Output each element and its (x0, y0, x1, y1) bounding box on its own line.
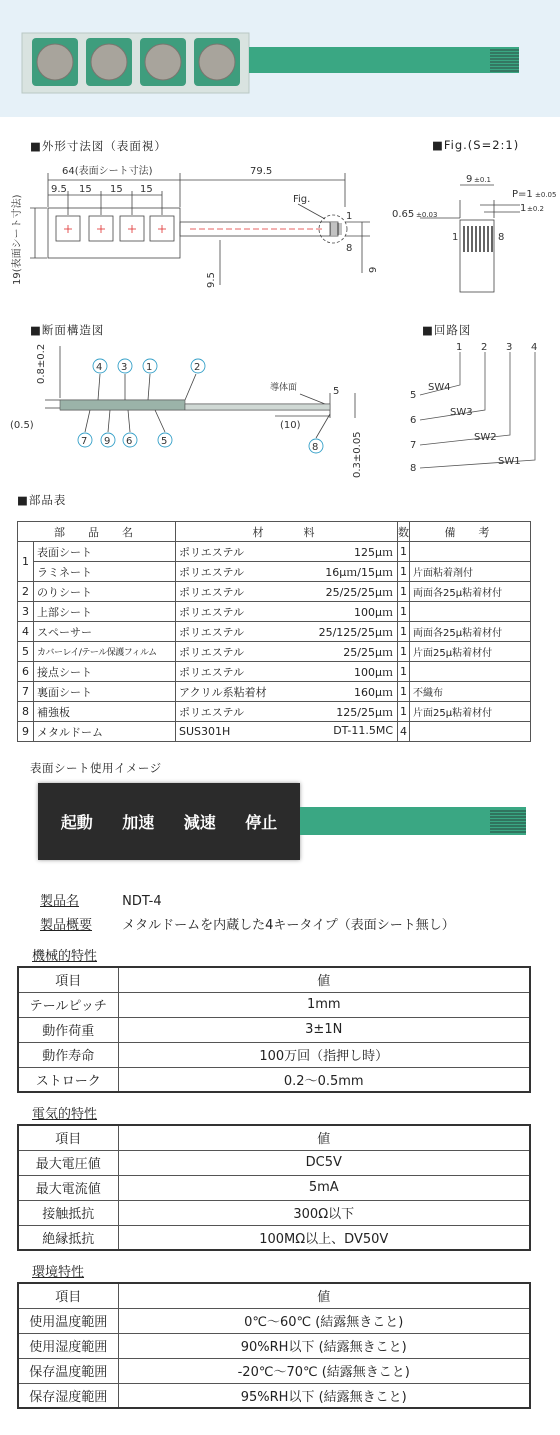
spec-item: 接触抵抗 (18, 1200, 118, 1225)
callout-5: 5 (161, 436, 168, 447)
part-qty: 1 (398, 682, 410, 702)
product-name-value: NDT-4 (122, 894, 162, 909)
part-name: 接点シート (34, 662, 176, 682)
parts-header-qty: 数 (398, 522, 410, 542)
part-note (410, 662, 531, 682)
fig-dim-1: 1 (520, 203, 527, 214)
part-note (410, 602, 531, 622)
table-row (18, 542, 531, 562)
part-spec: DT-11.5MC (333, 724, 393, 737)
circuit-top-3: 3 (506, 342, 513, 353)
dim-64: 64(表面シート寸法) (62, 166, 153, 177)
callout-3: 3 (121, 362, 128, 373)
spec-item: 動作荷重 (18, 1017, 118, 1042)
table-row (18, 622, 531, 642)
table-row (18, 1358, 530, 1383)
dim-9-5-tail: 9.5 (206, 272, 217, 288)
spec-value: -20℃〜70℃ (結露無きこと) (118, 1358, 530, 1383)
part-qty: 1 (398, 582, 410, 602)
conductor-label: 導体面 (270, 383, 298, 393)
circuit-top-1: 1 (456, 342, 463, 353)
part-qty: 1 (398, 642, 410, 662)
part-spec: 16μｍ/15μｍ (325, 566, 393, 579)
product-summary-label: 製品概要 (40, 918, 93, 933)
fig-dim-065: 0.65 (392, 209, 415, 220)
part-qty: 1 (398, 562, 410, 582)
table-row (18, 1200, 530, 1225)
elec-title: 電気的特性 (32, 1107, 98, 1122)
fig-dim-9: 9 (466, 174, 473, 185)
dim-19: 19(表面シート寸法) (12, 194, 23, 285)
mech-header-value: 値 (118, 967, 530, 992)
env-header-value: 値 (118, 1283, 530, 1308)
spec-value: 95%RH以下 (結露無きこと) (118, 1383, 530, 1408)
elec-table (17, 1124, 531, 1251)
dim-9-tail: 9 (368, 266, 379, 273)
circuit-left-8: 8 (410, 463, 417, 474)
dim-9-5: 9.5 (51, 184, 67, 195)
table-row (18, 1308, 530, 1333)
spec-value: DC5V (118, 1150, 530, 1175)
keypad-photo-illustration (0, 0, 560, 117)
surface-sheet-image (38, 783, 300, 860)
env-header-item: 項目 (18, 1283, 118, 1308)
product-summary-line (40, 914, 455, 933)
circuit-left-6: 6 (410, 415, 417, 426)
table-row (18, 702, 531, 722)
cross-heading: ■断面構造図 (30, 323, 105, 337)
spec-value: 100万回（指押し時） (118, 1042, 530, 1067)
dim-15-b: 15 (110, 184, 123, 195)
table-row (18, 1225, 530, 1250)
spec-value: 0.2〜0.5mm (118, 1067, 530, 1092)
part-no: 2 (18, 582, 34, 602)
table-row (18, 992, 530, 1017)
table-row (18, 1333, 530, 1358)
fig-callout: Fig. (293, 194, 311, 205)
part-qty: 1 (398, 702, 410, 722)
part-spec: 100μｍ (354, 606, 393, 619)
spec-item: 絶縁抵抗 (18, 1225, 118, 1250)
part-note: 不織布 (410, 682, 531, 702)
spec-item: 最大電圧値 (18, 1150, 118, 1175)
key-start: 起動 (60, 813, 93, 832)
part-spec: 25/25μｍ (343, 646, 393, 659)
spec-value: 0℃〜60℃ (結露無きこと) (118, 1308, 530, 1333)
part-note: 両面各25μ粘着材付 (410, 582, 531, 602)
parts-table (17, 521, 531, 742)
part-material: ポリエステル (179, 625, 245, 639)
circuit-diagram (400, 340, 560, 475)
spec-value: 90%RH以下 (結露無きこと) (118, 1333, 530, 1358)
spec-item: 動作寿命 (18, 1042, 118, 1067)
spec-value: 3±1N (118, 1017, 530, 1042)
spec-item: 保存温度範囲 (18, 1358, 118, 1383)
table-row (18, 562, 531, 582)
product-photo (0, 0, 560, 117)
elec-header-value: 値 (118, 1125, 530, 1150)
spec-item: 最大電流値 (18, 1175, 118, 1200)
key-accel: 加速 (122, 813, 155, 832)
spec-item: 保存湿度範囲 (18, 1383, 118, 1408)
part-no: 4 (18, 622, 34, 642)
elec-header-item: 項目 (18, 1125, 118, 1150)
part-spec: 125μｍ (354, 546, 393, 559)
part-no: 9 (18, 722, 34, 742)
parts-header-material: 材 料 (176, 522, 398, 542)
pin-1: 1 (346, 211, 353, 222)
parts-header-name: 部 品 名 (18, 522, 176, 542)
fig-dim-p-tol: ±0.05 (535, 191, 557, 199)
cross-section-drawing (0, 338, 380, 488)
table-row (18, 722, 531, 742)
dim-0-8: 0.8±0.2 (36, 343, 47, 384)
table-row (18, 1175, 530, 1200)
part-qty: 4 (398, 722, 410, 742)
sw3-label: SW3 (450, 407, 473, 418)
fig-pin-1: 1 (452, 232, 459, 243)
fig-dim-1-tol: ±0.2 (527, 205, 544, 213)
fig-dim-p: P=1 (512, 189, 533, 200)
part-note: 片面25μ粘着材付 (410, 642, 531, 662)
spec-item: 使用温度範囲 (18, 1308, 118, 1333)
key-decel: 減速 (183, 813, 216, 832)
callout-8: 8 (312, 442, 319, 453)
part-material: ポリエステル (179, 585, 245, 599)
dim-5: 5 (333, 386, 340, 397)
parts-heading: ■部品表 (17, 493, 67, 507)
table-row (18, 1042, 530, 1067)
dim-0-3: 0.3±0.05 (352, 431, 363, 478)
circuit-top-4: 4 (531, 342, 538, 353)
part-no: 8 (18, 702, 34, 722)
outline-drawing (0, 155, 410, 305)
part-name: 上部シート (34, 602, 176, 622)
part-qty: 1 (398, 622, 410, 642)
sw4-label: SW4 (428, 382, 451, 393)
spec-item: ストローク (18, 1067, 118, 1092)
circuit-left-5: 5 (410, 390, 417, 401)
circuit-top-2: 2 (481, 342, 488, 353)
sw1-label: SW1 (498, 456, 521, 467)
part-name: メタルドーム (34, 722, 176, 742)
part-spec: 100μｍ (354, 666, 393, 679)
dim-10: (10) (280, 420, 301, 431)
fig-dim-065-tol: ±0.03 (416, 211, 438, 219)
part-spec: 160μｍ (354, 686, 393, 699)
part-no: 3 (18, 602, 34, 622)
parts-header-note: 備 考 (410, 522, 531, 542)
part-no: 6 (18, 662, 34, 682)
part-name: 裏面シート (34, 682, 176, 702)
mech-title: 機械的特性 (32, 949, 98, 964)
part-spec: 25/25/25μｍ (325, 586, 393, 599)
part-material: ポリエステル (179, 665, 245, 679)
callout-9: 9 (104, 436, 111, 447)
table-row (18, 582, 531, 602)
dim-0-5: (0.5) (10, 420, 34, 431)
circuit-heading: ■回路図 (422, 323, 472, 337)
part-name: 補強板 (34, 702, 176, 722)
part-qty: 1 (398, 662, 410, 682)
key-stop: 停止 (245, 813, 278, 832)
table-row (18, 682, 531, 702)
part-note: 片面粘着剤付 (410, 562, 531, 582)
callout-6: 6 (126, 436, 133, 447)
part-material: ポリエステル (179, 545, 245, 559)
part-no: 5 (18, 642, 34, 662)
part-material: SUS301H (179, 725, 231, 738)
env-table (17, 1282, 531, 1409)
table-row (18, 602, 531, 622)
part-name: スペーサー (34, 622, 176, 642)
spec-value: 100MΩ以上、DV50V (118, 1225, 530, 1250)
dim-79-5: 79.5 (250, 166, 273, 177)
part-qty: 1 (398, 542, 410, 562)
part-note (410, 722, 531, 742)
spec-item: テールピッチ (18, 992, 118, 1017)
part-material: ポリエステル (179, 565, 245, 579)
callout-7: 7 (81, 436, 88, 447)
part-material: ポリエステル (179, 645, 245, 659)
table-row (18, 1383, 530, 1408)
spec-item: 使用湿度範囲 (18, 1333, 118, 1358)
callout-2: 2 (194, 362, 201, 373)
table-row (18, 662, 531, 682)
part-material: アクリル系粘着材 (179, 685, 267, 699)
part-material: ポリエステル (179, 705, 245, 719)
pin-8: 8 (346, 243, 353, 254)
product-name-line (40, 890, 162, 909)
sw2-label: SW2 (474, 432, 497, 443)
outline-heading: ■外形寸法図（表面視） (30, 139, 167, 153)
spec-value: 5mA (118, 1175, 530, 1200)
part-spec: 125/25μｍ (336, 706, 393, 719)
circuit-left-7: 7 (410, 440, 417, 451)
product-summary-value: メタルドームを内蔵した4キータイプ（表面シート無し） (122, 918, 455, 933)
fig-heading: ■Fig.(S=2:1) (432, 138, 520, 152)
fig-dim-9-tol: ±0.1 (474, 176, 491, 184)
table-row (18, 1067, 530, 1092)
table-row (18, 642, 531, 662)
part-spec: 25/125/25μｍ (318, 626, 393, 639)
part-note: 両面各25μ粘着材付 (410, 622, 531, 642)
usage-image-heading: 表面シート使用イメージ (30, 761, 162, 775)
table-row (18, 1017, 530, 1042)
dim-15-c: 15 (140, 184, 153, 195)
table-row (18, 1150, 530, 1175)
part-name: のりシート (34, 582, 176, 602)
mech-table (17, 966, 531, 1093)
part-qty: 1 (398, 602, 410, 622)
part-material: ポリエステル (179, 605, 245, 619)
part-name: ラミネート (34, 562, 176, 582)
part-name: 表面シート (34, 542, 176, 562)
env-title: 環境特性 (32, 1265, 85, 1280)
fig-pin-8: 8 (498, 232, 505, 243)
mech-header-item: 項目 (18, 967, 118, 992)
part-note (410, 542, 531, 562)
part-note: 片面25μ粘着材付 (410, 702, 531, 722)
dim-15-a: 15 (79, 184, 92, 195)
tail-image (300, 805, 530, 837)
callout-1: 1 (146, 362, 153, 373)
product-name-label: 製品名 (40, 894, 80, 909)
spec-value: 1mm (118, 992, 530, 1017)
part-no: 7 (18, 682, 34, 702)
fig-detail-drawing (390, 160, 560, 300)
part-name: カバーレイ/テール保護フィルム (34, 642, 176, 662)
callout-4: 4 (96, 362, 103, 373)
part-no: 1 (18, 542, 34, 582)
spec-value: 300Ω以下 (118, 1200, 530, 1225)
